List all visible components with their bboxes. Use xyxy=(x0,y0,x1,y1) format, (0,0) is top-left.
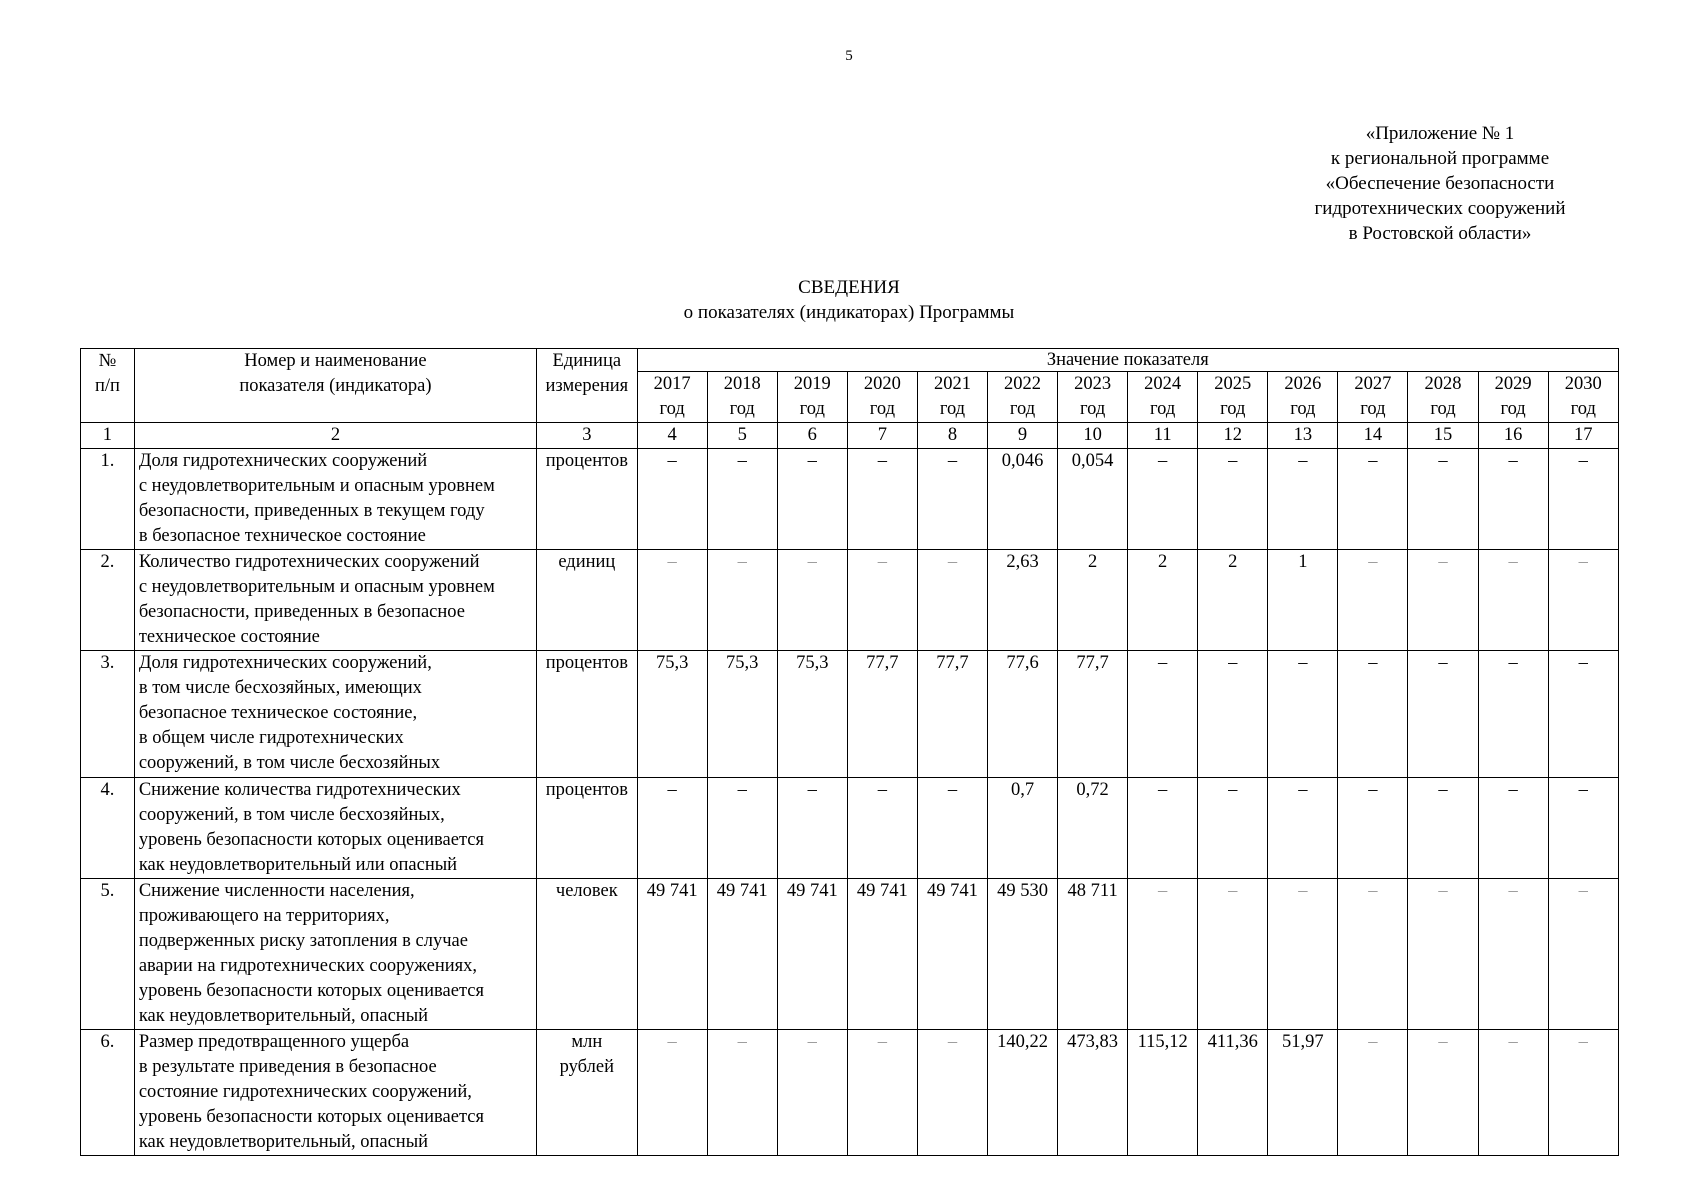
header-unit-line: Единица xyxy=(552,351,622,371)
indicator-value: – xyxy=(637,550,707,651)
header-year-word: год xyxy=(799,399,825,419)
indicator-value: 0,7 xyxy=(987,778,1057,879)
table-body xyxy=(81,449,1619,1156)
appendix-line: гидротехнических сооружений xyxy=(1314,198,1566,219)
indicator-name-line: подверженных риску затопления в случае xyxy=(138,931,468,951)
indicator-value: – xyxy=(637,449,707,550)
header-year-word: год xyxy=(1009,399,1036,419)
column-number: 17 xyxy=(1548,423,1618,449)
header-year-value: 2023 xyxy=(1074,374,1112,394)
indicator-name-line: с неудовлетворительным и опасным уровнем xyxy=(138,476,495,496)
indicator-value: – xyxy=(1268,449,1338,550)
indicator-value: 411,36 xyxy=(1198,1030,1268,1156)
column-number: 13 xyxy=(1268,423,1338,449)
appendix-line: «Приложение № 1 xyxy=(1365,123,1515,144)
indicator-value: – xyxy=(777,1030,847,1156)
indicator-value: – xyxy=(1198,879,1268,1030)
indicator-name-line: в общем числе гидротехнических xyxy=(138,728,404,748)
indicator-name xyxy=(134,1030,536,1156)
indicator-name-line: как неудовлетворительный или опасный xyxy=(138,855,458,875)
unit-line: процентов xyxy=(545,653,628,673)
indicator-name-line: безопасное техническое состояние, xyxy=(138,703,418,723)
indicator-value: – xyxy=(1128,778,1198,879)
indicator-value: 77,7 xyxy=(847,651,917,778)
column-numbers-row xyxy=(81,423,1619,449)
header-year xyxy=(847,372,917,423)
column-number: 15 xyxy=(1408,423,1478,449)
indicator-name-line: уровень безопасности которых оценивается xyxy=(138,981,484,1001)
indicator-value: – xyxy=(1198,651,1268,778)
indicator-value: – xyxy=(847,1030,917,1156)
column-number: 14 xyxy=(1338,423,1408,449)
indicator-value: – xyxy=(1408,651,1478,778)
indicator-value: – xyxy=(1548,879,1618,1030)
indicator-name xyxy=(134,651,536,778)
indicator-value: – xyxy=(1478,449,1548,550)
indicator-value: 49 741 xyxy=(847,879,917,1030)
indicator-value: – xyxy=(1338,1030,1408,1156)
appendix-line: в Ростовской области» xyxy=(1348,223,1532,244)
appendix-note xyxy=(1295,121,1585,246)
indicator-name-line: безопасности, приведенных в безопасное xyxy=(138,602,465,622)
header-year xyxy=(987,372,1057,423)
indicator-value: – xyxy=(1478,778,1548,879)
unit-line: единиц xyxy=(558,552,616,572)
indicator-name-line: как неудовлетворительный, опасный xyxy=(138,1006,429,1026)
table-row xyxy=(81,778,1619,879)
indicator-value: 75,3 xyxy=(777,651,847,778)
document-title: СВЕДЕНИЯ xyxy=(798,277,900,298)
indicator-value: – xyxy=(1548,778,1618,879)
indicator-name-line: уровень безопасности которых оценивается xyxy=(138,830,484,850)
indicator-value: – xyxy=(1408,1030,1478,1156)
indicator-value: 2,63 xyxy=(987,550,1057,651)
indicator-name xyxy=(134,550,536,651)
row-number: 1. xyxy=(81,449,135,550)
indicator-value: 51,97 xyxy=(1268,1030,1338,1156)
page-number: 5 xyxy=(845,48,853,64)
indicators-table xyxy=(80,348,1619,1156)
unit-line: процентов xyxy=(545,451,628,471)
indicator-name-line: как неудовлетворительный, опасный xyxy=(138,1132,429,1152)
indicator-value: – xyxy=(917,449,987,550)
indicator-value: – xyxy=(1128,879,1198,1030)
unit-of-measure xyxy=(537,1030,638,1156)
column-number: 4 xyxy=(637,423,707,449)
header-year-word: год xyxy=(1360,399,1386,419)
column-number: 3 xyxy=(537,423,638,449)
indicator-value: – xyxy=(1548,1030,1618,1156)
unit-of-measure xyxy=(537,449,638,550)
indicator-value: 0,046 xyxy=(987,449,1057,550)
header-year-word: год xyxy=(729,399,755,419)
header-year-word: год xyxy=(659,399,685,419)
row-number: 6. xyxy=(81,1030,135,1156)
appendix-line: к региональной программе xyxy=(1330,148,1550,169)
indicator-value: 0,054 xyxy=(1058,449,1128,550)
header-year-value: 2021 xyxy=(933,374,971,394)
indicator-value: 473,83 xyxy=(1058,1030,1128,1156)
indicator-value: 49 741 xyxy=(777,879,847,1030)
unit-of-measure xyxy=(537,651,638,778)
unit-line: процентов xyxy=(545,780,628,800)
header-year-word: год xyxy=(1570,399,1596,419)
indicator-value: – xyxy=(1268,879,1338,1030)
header-year xyxy=(1548,372,1618,423)
header-year xyxy=(1338,372,1408,423)
indicator-name-line: аварии на гидротехнических сооружениях, xyxy=(138,956,478,976)
indicator-value: – xyxy=(917,1030,987,1156)
header-year-value: 2022 xyxy=(1004,374,1042,394)
indicator-name-line: в безопасное техническое состояние xyxy=(138,526,426,546)
indicator-name xyxy=(134,449,536,550)
header-year-word: год xyxy=(939,399,966,419)
header-year xyxy=(1198,372,1268,423)
header-value-group: Значение показателя xyxy=(637,349,1618,372)
indicator-value: – xyxy=(1198,449,1268,550)
indicator-value: – xyxy=(777,778,847,879)
header-year xyxy=(707,372,777,423)
indicator-name-line: сооружений, в том числе бесхозяйных xyxy=(138,753,441,773)
indicator-name-line: безопасности, приведенных в текущем году xyxy=(138,501,485,521)
indicator-name-line: в результате приведения в безопасное xyxy=(138,1057,437,1077)
table-row xyxy=(81,651,1619,778)
header-year-value: 2027 xyxy=(1354,374,1392,394)
header-year-word: год xyxy=(1430,399,1456,419)
indicator-name xyxy=(134,879,536,1030)
indicator-value: – xyxy=(1338,449,1408,550)
row-number: 4. xyxy=(81,778,135,879)
indicator-value: – xyxy=(1128,651,1198,778)
indicator-value: – xyxy=(777,550,847,651)
column-number: 1 xyxy=(81,423,135,449)
column-number: 7 xyxy=(847,423,917,449)
header-year xyxy=(1478,372,1548,423)
indicator-value: 49 741 xyxy=(707,879,777,1030)
indicator-value: – xyxy=(1268,778,1338,879)
indicator-name-line: Снижение количества гидротехнических xyxy=(138,780,461,800)
unit-of-measure xyxy=(537,550,638,651)
header-year-value: 2028 xyxy=(1424,374,1462,394)
header-year-word: год xyxy=(1220,399,1246,419)
indicator-value: – xyxy=(847,550,917,651)
column-number: 8 xyxy=(917,423,987,449)
table-row xyxy=(81,1030,1619,1156)
column-number: 11 xyxy=(1128,423,1198,449)
header-year xyxy=(1128,372,1198,423)
indicator-name-line: Доля гидротехнических сооружений xyxy=(138,451,428,471)
indicator-value: 140,22 xyxy=(987,1030,1057,1156)
header-year xyxy=(917,372,987,423)
header-indicator-name xyxy=(134,349,536,423)
unit-of-measure xyxy=(537,879,638,1030)
indicator-name-line: с неудовлетворительным и опасным уровнем xyxy=(138,577,495,597)
indicator-value: – xyxy=(707,449,777,550)
column-number: 5 xyxy=(707,423,777,449)
indicator-value: – xyxy=(1338,778,1408,879)
indicator-value: – xyxy=(1548,651,1618,778)
indicator-name-line: в том числе бесхозяйных, имеющих xyxy=(138,678,422,698)
header-year-word: год xyxy=(1079,399,1106,419)
column-number: 6 xyxy=(777,423,847,449)
indicator-value: – xyxy=(1548,449,1618,550)
column-number: 10 xyxy=(1058,423,1128,449)
indicator-value: – xyxy=(1478,1030,1548,1156)
indicator-name-line: техническое состояние xyxy=(138,627,320,647)
indicator-value: 49 741 xyxy=(917,879,987,1030)
document-subtitle: о показателях (индикаторах) Программы xyxy=(683,302,1015,323)
header-name-line: Номер и наименование xyxy=(244,351,427,371)
header-year-value: 2019 xyxy=(793,374,831,394)
header-year xyxy=(1268,372,1338,423)
indicator-name-line: уровень безопасности которых оценивается xyxy=(138,1107,484,1127)
header-year xyxy=(1058,372,1128,423)
indicator-name-line: Количество гидротехнических сооружений xyxy=(138,552,480,572)
header-number-line: п/п xyxy=(94,376,120,396)
indicator-value: 0,72 xyxy=(1058,778,1128,879)
header-year-value: 2030 xyxy=(1564,374,1602,394)
indicator-name-line: Размер предотвращенного ущерба xyxy=(138,1032,410,1052)
indicator-name-line: сооружений, в том числе бесхозяйных, xyxy=(138,805,445,825)
indicator-value: – xyxy=(917,778,987,879)
header-number xyxy=(81,349,135,423)
header-year-value: 2017 xyxy=(653,374,691,394)
header-year xyxy=(777,372,847,423)
header-name-line: показателя (индикатора) xyxy=(239,376,432,396)
indicator-name-line: Снижение численности населения, xyxy=(138,881,415,901)
indicator-value: 77,6 xyxy=(987,651,1057,778)
table-row xyxy=(81,879,1619,1030)
indicator-name-line: проживающего на территориях, xyxy=(138,906,390,926)
indicator-value: – xyxy=(1408,778,1478,879)
indicator-value: – xyxy=(917,550,987,651)
indicator-value: 77,7 xyxy=(1058,651,1128,778)
indicator-value: – xyxy=(1198,778,1268,879)
indicator-value: – xyxy=(1478,550,1548,651)
header-year-value: 2020 xyxy=(863,374,901,394)
indicator-value: 1 xyxy=(1268,550,1338,651)
indicator-value: 75,3 xyxy=(637,651,707,778)
row-number: 3. xyxy=(81,651,135,778)
indicator-value: – xyxy=(637,1030,707,1156)
indicator-value: 49 530 xyxy=(987,879,1057,1030)
column-number: 12 xyxy=(1198,423,1268,449)
row-number: 5. xyxy=(81,879,135,1030)
header-year-value: 2029 xyxy=(1494,374,1532,394)
indicator-value: – xyxy=(707,550,777,651)
indicator-value: – xyxy=(1128,449,1198,550)
indicator-value: – xyxy=(847,778,917,879)
indicator-value: – xyxy=(1338,879,1408,1030)
header-number-line: № xyxy=(98,351,117,371)
indicator-value: 2 xyxy=(1128,550,1198,651)
indicator-value: 115,12 xyxy=(1128,1030,1198,1156)
indicator-name xyxy=(134,778,536,879)
indicator-value: – xyxy=(1338,550,1408,651)
header-year-word: год xyxy=(869,399,895,419)
indicator-value: – xyxy=(707,778,777,879)
indicator-value: – xyxy=(1338,651,1408,778)
column-number: 2 xyxy=(134,423,536,449)
header-year xyxy=(1408,372,1478,423)
indicator-value: – xyxy=(1268,651,1338,778)
indicator-value: – xyxy=(1408,879,1478,1030)
header-year-value: 2026 xyxy=(1284,374,1322,394)
header-unit xyxy=(537,349,638,423)
header-unit-line: измерения xyxy=(545,376,629,396)
header-year-value: 2018 xyxy=(723,374,761,394)
indicator-value: 49 741 xyxy=(637,879,707,1030)
table-row xyxy=(81,550,1619,651)
appendix-line: «Обеспечение безопасности xyxy=(1325,173,1555,194)
header-year-word: год xyxy=(1500,399,1526,419)
indicator-value: – xyxy=(707,1030,777,1156)
indicator-value: 2 xyxy=(1058,550,1128,651)
header-year-value: 2025 xyxy=(1214,374,1252,394)
indicator-value: 75,3 xyxy=(707,651,777,778)
unit-line: человек xyxy=(555,881,618,901)
indicator-value: – xyxy=(637,778,707,879)
indicator-value: – xyxy=(847,449,917,550)
indicator-value: – xyxy=(1548,550,1618,651)
indicator-value: 77,7 xyxy=(917,651,987,778)
table-header xyxy=(81,349,1619,449)
indicator-name-line: Доля гидротехнических сооружений, xyxy=(138,653,432,673)
indicator-value: 48 711 xyxy=(1058,879,1128,1030)
unit-of-measure xyxy=(537,778,638,879)
indicator-name-line: состояние гидротехнических сооружений, xyxy=(138,1082,472,1102)
indicator-value: – xyxy=(1478,879,1548,1030)
indicator-value: – xyxy=(777,449,847,550)
header-year-word: год xyxy=(1150,399,1176,419)
header-year-value: 2024 xyxy=(1144,374,1182,394)
indicator-value: – xyxy=(1408,449,1478,550)
table-row xyxy=(81,449,1619,550)
unit-line: рублей xyxy=(559,1057,614,1077)
unit-line: млн xyxy=(571,1032,603,1052)
indicator-value: – xyxy=(1408,550,1478,651)
row-number: 2. xyxy=(81,550,135,651)
header-year xyxy=(637,372,707,423)
indicator-value: – xyxy=(1478,651,1548,778)
column-number: 16 xyxy=(1478,423,1548,449)
indicator-value: 2 xyxy=(1198,550,1268,651)
header-year-word: год xyxy=(1290,399,1316,419)
column-number: 9 xyxy=(987,423,1057,449)
